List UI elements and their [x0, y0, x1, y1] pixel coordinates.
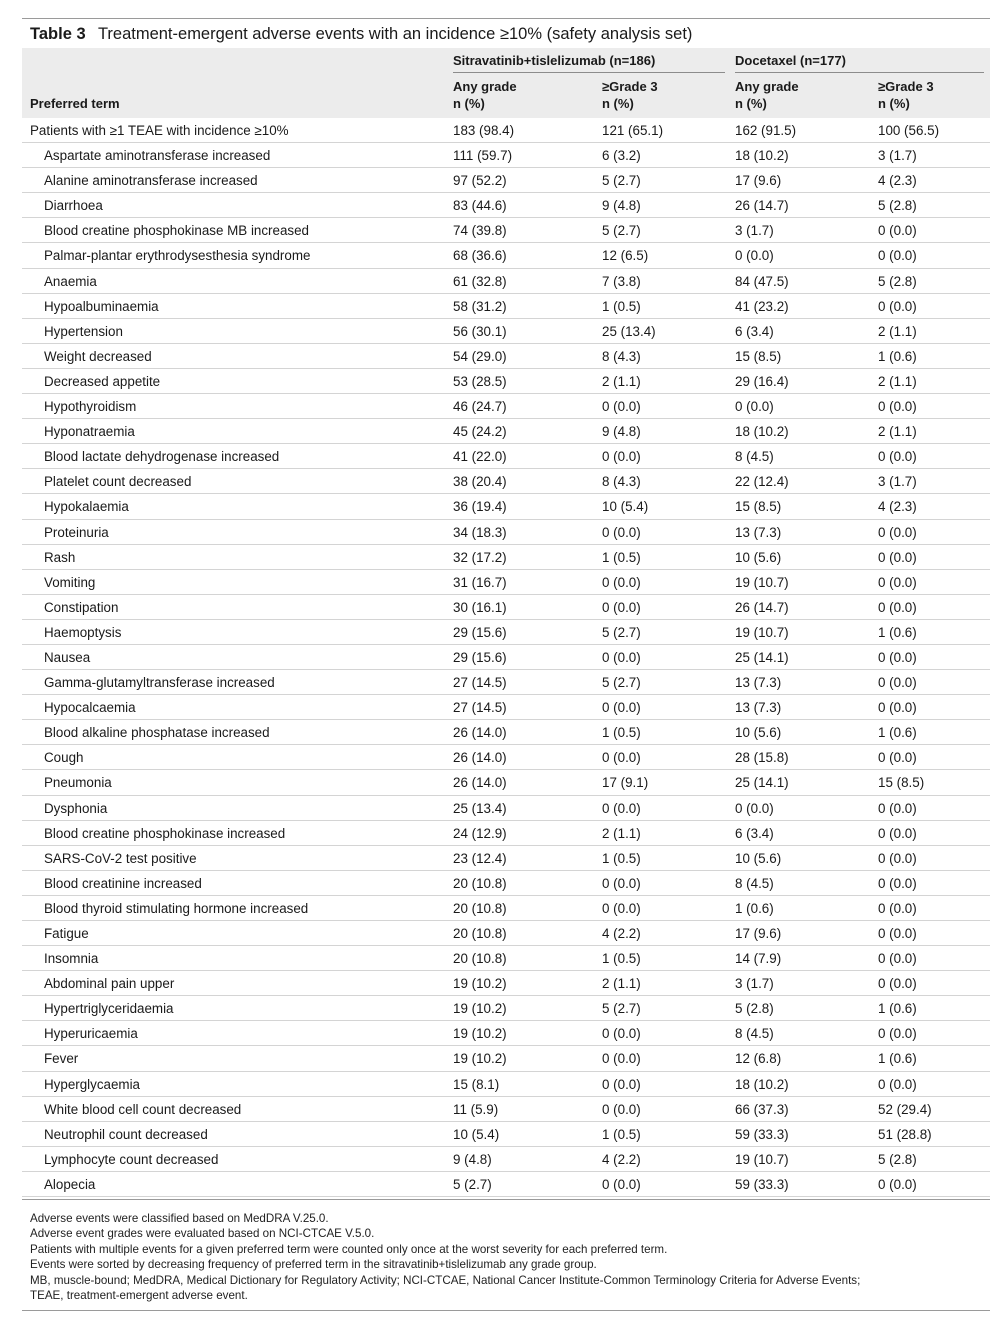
cell-dt-any: 25 (14.1) [735, 649, 789, 665]
cell-term: Weight decreased [44, 348, 152, 364]
cell-dt-any: 13 (7.3) [735, 675, 782, 691]
table-row [22, 294, 990, 319]
cell-dt-grade3: 0 (0.0) [878, 926, 917, 941]
cell-dt-grade3: 0 (0.0) [878, 675, 917, 691]
cell-st-any: 53 (28.5) [453, 373, 507, 389]
table-row [22, 419, 990, 444]
cell-dt-any: 29 (16.4) [735, 373, 789, 389]
cell-dt-grade3: 0 (0.0) [878, 223, 917, 239]
cell-dt-grade3: 4 (2.3) [878, 173, 917, 189]
cell-dt-any: 8 (4.5) [735, 875, 774, 891]
group-header-docetaxel: Docetaxel (n=177) [735, 53, 846, 68]
cell-st-any: 97 (52.2) [453, 173, 507, 189]
cell-st-grade3: 10 (5.4) [602, 499, 649, 515]
table-row [22, 218, 990, 243]
cell-st-any: 25 (13.4) [453, 800, 507, 816]
cell-dt-any: 26 (14.7) [735, 198, 789, 214]
cell-dt-any: 0 (0.0) [735, 800, 774, 816]
cell-dt-grade3: 0 (0.0) [878, 825, 917, 841]
table-row [22, 796, 990, 821]
cell-dt-grade3: 2 (1.1) [878, 323, 917, 339]
footnote-line: MB, muscle-bound; MedDRA, Medical Dictionary for Regulatory Activity; NCI-CTCAE, National Cancer Institute-Common Terminology Criteria for Adverse Events; [30, 1273, 861, 1287]
cell-st-grade3: 0 (0.0) [602, 574, 641, 590]
table-row [22, 946, 990, 971]
cell-st-any: 54 (29.0) [453, 348, 507, 364]
col-header-label: ≥Grade 3 [878, 79, 934, 94]
cell-dt-grade3: 15 (8.5) [878, 775, 925, 791]
cell-st-grade3: 5 (2.7) [602, 223, 641, 239]
col-header-dt-any [735, 78, 799, 112]
group-underline-docetaxel [735, 72, 984, 73]
cell-dt-grade3: 0 (0.0) [878, 951, 917, 967]
cell-st-any: 61 (32.8) [453, 273, 507, 289]
table-row [22, 469, 990, 494]
table-row [22, 846, 990, 871]
col-header-unit: n (%) [453, 96, 485, 111]
cell-dt-grade3: 0 (0.0) [878, 850, 917, 866]
table-row [22, 545, 990, 570]
cell-dt-any: 15 (8.5) [735, 499, 782, 515]
cell-dt-grade3: 1 (0.6) [878, 624, 917, 640]
cell-dt-any: 66 (37.3) [735, 1101, 789, 1117]
cell-term: Fatigue [44, 926, 89, 941]
cell-dt-any: 59 (33.3) [735, 1176, 789, 1192]
cell-st-any: 36 (19.4) [453, 499, 507, 515]
cell-st-grade3: 12 (6.5) [602, 248, 649, 264]
col-header-unit: n (%) [735, 96, 767, 111]
cell-st-any: 30 (16.1) [453, 599, 507, 615]
table-row [22, 971, 990, 996]
col-header-unit: n (%) [602, 96, 634, 111]
cell-dt-any: 18 (10.2) [735, 148, 789, 164]
cell-dt-any: 5 (2.8) [735, 1001, 774, 1017]
col-header-label: ≥Grade 3 [602, 79, 658, 94]
table-row [22, 896, 990, 921]
table-row [22, 269, 990, 294]
cell-st-grade3: 1 (0.5) [602, 549, 641, 565]
cell-st-grade3: 0 (0.0) [602, 700, 641, 716]
cell-dt-grade3: 3 (1.7) [878, 474, 917, 490]
table-row [22, 570, 990, 595]
cell-term: Blood creatinine increased [44, 875, 202, 891]
cell-dt-any: 3 (1.7) [735, 976, 774, 992]
cell-st-any: 20 (10.8) [453, 926, 507, 941]
cell-dt-any: 10 (5.6) [735, 725, 782, 741]
cell-dt-any: 12 (6.8) [735, 1051, 782, 1067]
table-row [22, 821, 990, 846]
cell-st-any: 45 (24.2) [453, 424, 507, 440]
cell-term: Blood lactate dehydrogenase increased [44, 449, 280, 465]
table-row [22, 243, 990, 268]
cell-term: Alopecia [44, 1176, 96, 1192]
table-row [22, 1021, 990, 1046]
cell-term: Palmar-plantar erythrodysesthesia syndrome [44, 248, 311, 264]
cell-st-any: 29 (15.6) [453, 624, 507, 640]
cell-st-any: 38 (20.4) [453, 474, 507, 490]
table-row [22, 520, 990, 545]
table-row [22, 670, 990, 695]
cell-term: Hyperglycaemia [44, 1076, 141, 1092]
cell-st-any: 19 (10.2) [453, 976, 507, 992]
cell-st-grade3: 1 (0.5) [602, 298, 641, 314]
table-row [22, 595, 990, 620]
col-header-unit: n (%) [878, 96, 910, 111]
cell-dt-grade3: 0 (0.0) [878, 399, 917, 415]
cell-dt-any: 28 (15.8) [735, 750, 789, 766]
cell-st-any: 46 (24.7) [453, 399, 507, 415]
table-row [22, 1122, 990, 1147]
cell-term: Neutrophil count decreased [44, 1126, 208, 1142]
cell-dt-any: 0 (0.0) [735, 399, 774, 415]
cell-dt-grade3: 0 (0.0) [878, 900, 917, 916]
cell-st-grade3: 0 (0.0) [602, 1101, 641, 1117]
footnote-line: Patients with multiple events for a given preferred term were counted only once at the worst severity for each preferred term. [30, 1242, 668, 1256]
cell-dt-grade3: 2 (1.1) [878, 424, 917, 440]
cell-dt-any: 13 (7.3) [735, 524, 782, 540]
cell-dt-any: 15 (8.5) [735, 348, 782, 364]
cell-st-any: 26 (14.0) [453, 725, 507, 741]
cell-st-grade3: 5 (2.7) [602, 675, 641, 691]
cell-term: Abdominal pain upper [44, 976, 175, 992]
cell-term: Proteinuria [44, 524, 109, 540]
cell-st-grade3: 4 (2.2) [602, 926, 641, 941]
cell-dt-any: 6 (3.4) [735, 825, 774, 841]
cell-st-grade3: 17 (9.1) [602, 775, 649, 791]
cell-dt-grade3: 0 (0.0) [878, 750, 917, 766]
cell-term: Cough [44, 750, 84, 766]
cell-dt-any: 18 (10.2) [735, 424, 789, 440]
cell-st-grade3: 6 (3.2) [602, 148, 641, 164]
cell-dt-grade3: 4 (2.3) [878, 499, 917, 515]
cell-dt-grade3: 0 (0.0) [878, 976, 917, 992]
cell-st-any: 27 (14.5) [453, 675, 507, 691]
cell-st-grade3: 2 (1.1) [602, 825, 641, 841]
cell-dt-any: 17 (9.6) [735, 926, 782, 941]
col-header-label: Any grade [453, 79, 517, 94]
cell-dt-any: 3 (1.7) [735, 223, 774, 239]
table-row [22, 921, 990, 946]
cell-dt-grade3: 52 (29.4) [878, 1101, 932, 1117]
cell-dt-grade3: 0 (0.0) [878, 800, 917, 816]
cell-dt-any: 1 (0.6) [735, 900, 774, 916]
cell-term: Hypocalcaemia [44, 700, 136, 716]
cell-st-grade3: 0 (0.0) [602, 1051, 641, 1067]
table-row [22, 168, 990, 193]
cell-dt-grade3: 0 (0.0) [878, 1176, 917, 1192]
cell-term: Blood creatine phosphokinase increased [44, 825, 286, 841]
table-header [22, 48, 990, 118]
cell-st-grade3: 2 (1.1) [602, 373, 641, 389]
cell-st-any: 20 (10.8) [453, 951, 507, 967]
cell-term: Hypokalaemia [44, 499, 129, 515]
cell-dt-grade3: 0 (0.0) [878, 875, 917, 891]
cell-st-any: 32 (17.2) [453, 549, 507, 565]
cell-dt-any: 19 (10.7) [735, 1151, 789, 1167]
cell-term: Dysphonia [44, 800, 108, 816]
col-header-label: Any grade [735, 79, 799, 94]
table-row [22, 745, 990, 770]
cell-st-grade3: 0 (0.0) [602, 399, 641, 415]
cell-st-grade3: 9 (4.8) [602, 198, 641, 214]
table-row [22, 1097, 990, 1122]
cell-st-grade3: 8 (4.3) [602, 474, 641, 490]
cell-term: Hyponatraemia [44, 424, 135, 440]
cell-dt-any: 13 (7.3) [735, 700, 782, 716]
footnote-bottom-rule [22, 1310, 990, 1311]
table-row [22, 369, 990, 394]
table-footnotes [30, 1211, 985, 1303]
table-row [22, 143, 990, 168]
cell-st-grade3: 1 (0.5) [602, 850, 641, 866]
cell-st-any: 31 (16.7) [453, 574, 507, 590]
cell-dt-any: 41 (23.2) [735, 298, 789, 314]
footnote-line: Events were sorted by decreasing frequency of preferred term in the sitravatinib+tislelizumab any grade group. [30, 1258, 597, 1272]
table-row [22, 720, 990, 745]
col-header-dt-grade3 [878, 78, 934, 112]
table-title [22, 18, 990, 48]
cell-dt-grade3: 0 (0.0) [878, 700, 917, 716]
cell-st-grade3: 2 (1.1) [602, 976, 641, 992]
cell-dt-any: 19 (10.7) [735, 624, 789, 640]
table-row [22, 620, 990, 645]
cell-st-any: 20 (10.8) [453, 900, 507, 916]
cell-st-any: 19 (10.2) [453, 1026, 507, 1042]
cell-dt-any: 8 (4.5) [735, 1026, 774, 1042]
cell-st-any: 26 (14.0) [453, 775, 507, 791]
cell-term: Haemoptysis [44, 624, 122, 640]
cell-dt-grade3: 1 (0.6) [878, 348, 917, 364]
table-row [22, 444, 990, 469]
cell-dt-grade3: 0 (0.0) [878, 549, 917, 565]
cell-st-grade3: 5 (2.7) [602, 624, 641, 640]
cell-st-any: 34 (18.3) [453, 524, 507, 540]
cell-dt-any: 84 (47.5) [735, 273, 789, 289]
col-header-st-grade3 [602, 78, 658, 112]
table-number: Table 3 [30, 25, 86, 43]
cell-st-grade3: 0 (0.0) [602, 800, 641, 816]
cell-st-any: 23 (12.4) [453, 850, 507, 866]
cell-dt-grade3: 100 (56.5) [878, 123, 940, 138]
cell-dt-grade3: 51 (28.8) [878, 1126, 932, 1142]
cell-dt-grade3: 0 (0.0) [878, 524, 917, 540]
table-row [22, 645, 990, 670]
cell-term: Vomiting [44, 574, 96, 590]
cell-st-grade3: 0 (0.0) [602, 449, 641, 465]
cell-dt-grade3: 0 (0.0) [878, 298, 917, 314]
cell-term: Blood alkaline phosphatase increased [44, 725, 270, 741]
cell-dt-grade3: 0 (0.0) [878, 1026, 917, 1042]
cell-dt-any: 162 (91.5) [735, 123, 797, 138]
table-row [22, 770, 990, 795]
cell-dt-any: 6 (3.4) [735, 323, 774, 339]
cell-term: Hypertriglyceridaemia [44, 1001, 174, 1017]
cell-dt-grade3: 1 (0.6) [878, 1051, 917, 1067]
table-row [22, 319, 990, 344]
table-row [22, 996, 990, 1021]
cell-st-grade3: 0 (0.0) [602, 750, 641, 766]
table-body [22, 118, 990, 1197]
cell-dt-grade3: 0 (0.0) [878, 449, 917, 465]
cell-dt-grade3: 0 (0.0) [878, 574, 917, 590]
table-row [22, 344, 990, 369]
cell-st-grade3: 5 (2.7) [602, 173, 641, 189]
cell-term: Pneumonia [44, 775, 112, 791]
cell-term: Platelet count decreased [44, 474, 192, 490]
cell-dt-grade3: 1 (0.6) [878, 1001, 917, 1017]
cell-st-any: 183 (98.4) [453, 123, 515, 138]
table-row [22, 193, 990, 218]
cell-st-grade3: 0 (0.0) [602, 649, 641, 665]
cell-dt-grade3: 0 (0.0) [878, 599, 917, 615]
cell-st-grade3: 25 (13.4) [602, 323, 656, 339]
cell-term: Hypothyroidism [44, 399, 137, 415]
col-header-preferred-term: Preferred term [30, 96, 120, 111]
cell-st-grade3: 0 (0.0) [602, 599, 641, 615]
cell-term: Nausea [44, 649, 91, 665]
cell-dt-any: 10 (5.6) [735, 549, 782, 565]
cell-dt-any: 0 (0.0) [735, 248, 774, 264]
cell-term: Gamma-glutamyltransferase increased [44, 675, 275, 691]
cell-st-any: 56 (30.1) [453, 323, 507, 339]
cell-st-grade3: 0 (0.0) [602, 1176, 641, 1192]
table-bottom-rule [22, 1199, 990, 1200]
cell-dt-grade3: 0 (0.0) [878, 1076, 917, 1092]
table-row [22, 1172, 990, 1197]
table-caption: Treatment-emergent adverse events with an incidence ≥10% (safety analysis set) [97, 25, 693, 43]
cell-term: Hypoalbuminaemia [44, 298, 159, 314]
cell-dt-any: 10 (5.6) [735, 850, 782, 866]
table-row [22, 695, 990, 720]
cell-term: SARS-CoV-2 test positive [44, 850, 197, 866]
cell-term: Rash [44, 549, 76, 565]
cell-st-grade3: 7 (3.8) [602, 273, 641, 289]
cell-dt-grade3: 0 (0.0) [878, 248, 917, 264]
cell-dt-grade3: 5 (2.8) [878, 198, 917, 214]
cell-st-any: 11 (5.9) [453, 1101, 499, 1117]
cell-st-any: 5 (2.7) [453, 1176, 492, 1192]
cell-st-any: 29 (15.6) [453, 649, 507, 665]
cell-st-any: 24 (12.9) [453, 825, 507, 841]
cell-dt-any: 19 (10.7) [735, 574, 789, 590]
cell-dt-grade3: 0 (0.0) [878, 649, 917, 665]
cell-term: Anaemia [44, 273, 97, 289]
cell-st-any: 68 (36.6) [453, 248, 507, 264]
cell-st-grade3: 9 (4.8) [602, 424, 641, 440]
cell-dt-grade3: 5 (2.8) [878, 1151, 917, 1167]
cell-term: Hypertension [44, 323, 123, 339]
cell-term: Alanine aminotransferase increased [44, 173, 258, 189]
cell-st-any: 111 (59.7) [453, 148, 513, 164]
cell-term: Fever [44, 1051, 79, 1067]
cell-st-any: 74 (39.8) [453, 223, 507, 239]
cell-st-grade3: 121 (65.1) [602, 123, 664, 138]
group-header-sitravatinib: Sitravatinib+tislelizumab (n=186) [453, 53, 656, 68]
cell-dt-any: 14 (7.9) [735, 951, 782, 967]
cell-dt-any: 18 (10.2) [735, 1076, 789, 1092]
cell-dt-any: 8 (4.5) [735, 449, 774, 465]
cell-dt-grade3: 3 (1.7) [878, 148, 917, 164]
cell-st-any: 15 (8.1) [453, 1076, 500, 1092]
cell-term: White blood cell count decreased [44, 1101, 242, 1117]
cell-st-grade3: 0 (0.0) [602, 900, 641, 916]
cell-term: Diarrhoea [44, 198, 103, 214]
cell-dt-grade3: 1 (0.6) [878, 725, 917, 741]
cell-st-any: 27 (14.5) [453, 700, 507, 716]
cell-st-any: 19 (10.2) [453, 1051, 507, 1067]
cell-st-any: 41 (22.0) [453, 449, 507, 465]
table-row [22, 1147, 990, 1172]
table-row [22, 871, 990, 896]
cell-term: Insomnia [44, 951, 99, 967]
table-row [22, 394, 990, 419]
cell-st-any: 10 (5.4) [453, 1126, 500, 1142]
cell-term: Blood thyroid stimulating hormone increased [44, 900, 309, 916]
cell-st-any: 83 (44.6) [453, 198, 507, 214]
table-row [22, 494, 990, 519]
table-row [22, 118, 990, 143]
table-row [22, 1046, 990, 1071]
cell-dt-grade3: 2 (1.1) [878, 373, 917, 389]
cell-term: Aspartate aminotransferase increased [44, 148, 271, 164]
cell-term: Constipation [44, 599, 119, 615]
cell-st-grade3: 0 (0.0) [602, 875, 641, 891]
table-row [22, 1072, 990, 1097]
cell-term: Lymphocyte count decreased [44, 1151, 219, 1167]
cell-term: Blood creatine phosphokinase MB increased [44, 223, 310, 239]
cell-st-any: 19 (10.2) [453, 1001, 507, 1017]
cell-dt-grade3: 5 (2.8) [878, 273, 917, 289]
cell-dt-any: 59 (33.3) [735, 1126, 789, 1142]
footnote-line: Adverse events were classified based on MedDRA V.25.0. [30, 1212, 329, 1225]
cell-st-any: 20 (10.8) [453, 875, 507, 891]
col-header-st-any [453, 78, 517, 112]
cell-st-grade3: 1 (0.5) [602, 951, 641, 967]
cell-st-grade3: 8 (4.3) [602, 348, 641, 364]
cell-term: Decreased appetite [44, 373, 161, 389]
group-underline-sitravatinib [453, 72, 725, 73]
footnote-line: TEAE, treatment-emergent adverse event. [30, 1289, 248, 1303]
cell-st-grade3: 0 (0.0) [602, 524, 641, 540]
cell-term: Patients with ≥1 TEAE with incidence ≥10% [30, 123, 289, 138]
cell-dt-any: 22 (12.4) [735, 474, 789, 490]
cell-st-grade3: 5 (2.7) [602, 1001, 641, 1017]
cell-st-any: 58 (31.2) [453, 298, 507, 314]
cell-st-grade3: 1 (0.5) [602, 1126, 641, 1142]
cell-dt-any: 17 (9.6) [735, 173, 782, 189]
footnote-line: Adverse event grades were evaluated based on NCI-CTCAE V.5.0. [30, 1227, 375, 1241]
cell-dt-any: 25 (14.1) [735, 775, 789, 791]
cell-dt-any: 26 (14.7) [735, 599, 789, 615]
cell-term: Hyperuricaemia [44, 1026, 138, 1042]
cell-st-grade3: 1 (0.5) [602, 725, 641, 741]
cell-st-any: 26 (14.0) [453, 750, 507, 766]
cell-st-any: 9 (4.8) [453, 1151, 492, 1167]
cell-st-grade3: 0 (0.0) [602, 1026, 641, 1042]
cell-st-grade3: 4 (2.2) [602, 1151, 641, 1167]
cell-st-grade3: 0 (0.0) [602, 1076, 641, 1092]
